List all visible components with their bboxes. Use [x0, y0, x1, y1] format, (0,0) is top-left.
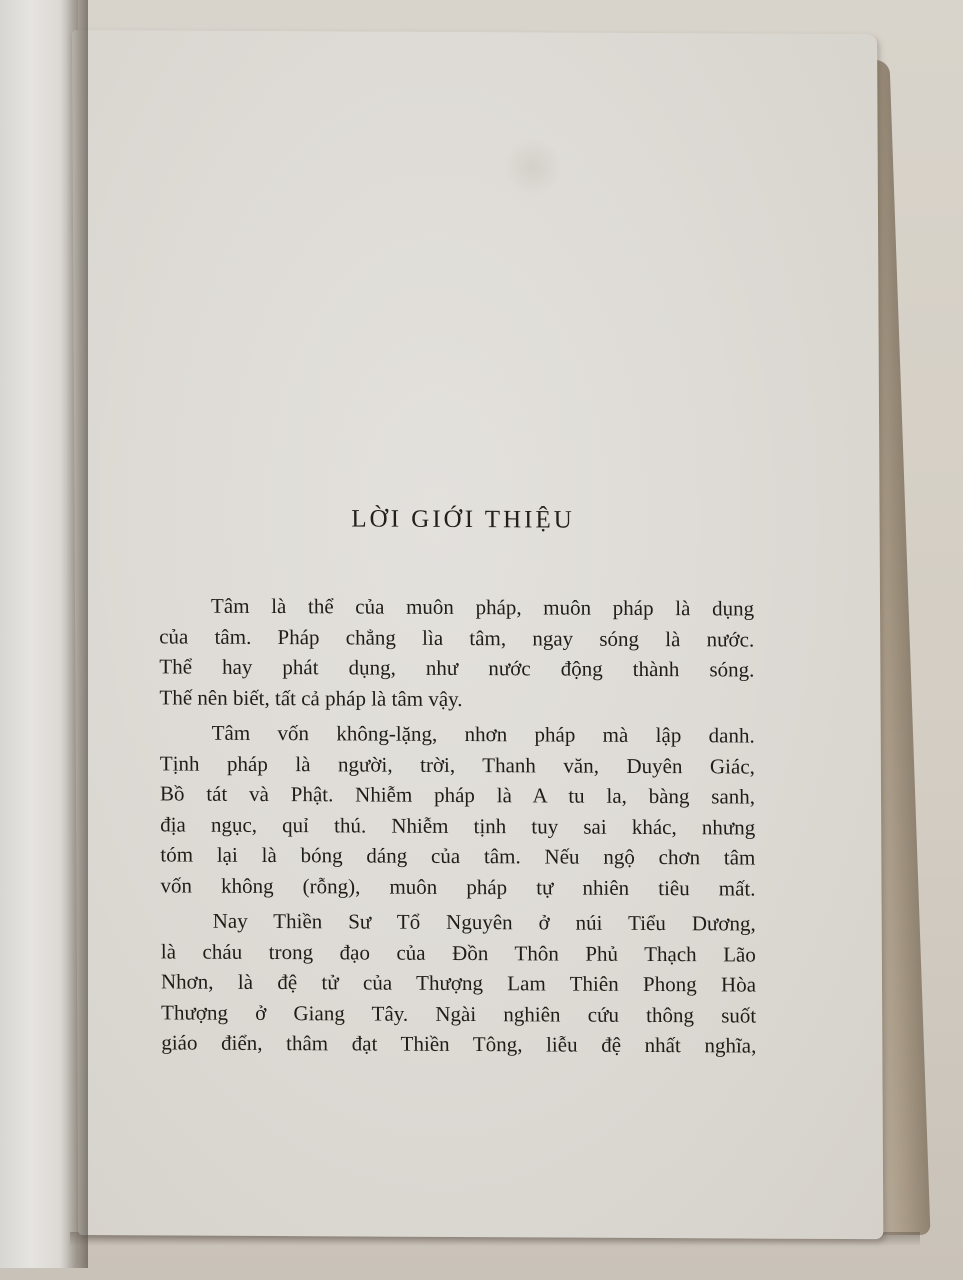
page-stain: [503, 137, 563, 197]
text-line: Tâm là thể của muôn pháp, muôn pháp là dụng: [210, 593, 755, 621]
book-gutter-shadow: [60, 0, 88, 1268]
text-line: giáo điển, thâm đạt Thiền Tông, liễu đệ nhất nghĩa,: [161, 1030, 757, 1058]
book-page: [72, 30, 883, 1239]
text-line: Nhơn, là đệ tử của Thượng Lam Thiên Phong Hòa: [160, 969, 757, 997]
paragraph-1: [159, 590, 755, 715]
text-line: Thể hay phát dụng, như nước động thành sóng.: [159, 654, 755, 682]
text-line: là cháu trong đạo của Đồn Thôn Phủ Thạch Lão: [160, 938, 756, 967]
page-title: LỜI GIỚI THIỆU: [351, 505, 575, 534]
body-text: [159, 590, 756, 1066]
text-line: địa ngục, quỉ thú. Nhiễm tịnh tuy sai khác, nhưng: [160, 811, 756, 840]
text-line: Bồ tát và Phật. Nhiễm pháp là A tu la, bàng sanh,: [159, 781, 756, 809]
text-line: Nay Thiền Sư Tổ Nguyên ở núi Tiểu Dương,: [212, 908, 756, 936]
paragraph-2: [160, 717, 756, 903]
text-line: Tịnh pháp là người, trời, Thanh văn, Duyên Giác,: [159, 750, 755, 779]
text-line: Tâm vốn không-lặng, nhơn pháp mà lập danh.: [211, 720, 755, 748]
text-line: Thượng ở Giang Tây. Ngài nghiên cứu thông suốt: [161, 999, 757, 1028]
text-line: tóm lại là bóng dáng của tâm. Nếu ngộ chơn tâm: [160, 842, 756, 870]
paragraph-3: [161, 905, 757, 1061]
text-line: vốn không (rỗng), muôn pháp tự nhiên tiêu mất.: [160, 872, 756, 901]
text-line: của tâm. Pháp chẳng lìa tâm, ngay sóng là nước.: [159, 623, 755, 652]
text-line: Thế nên biết, tất cả pháp là tâm vậy.: [159, 684, 463, 711]
